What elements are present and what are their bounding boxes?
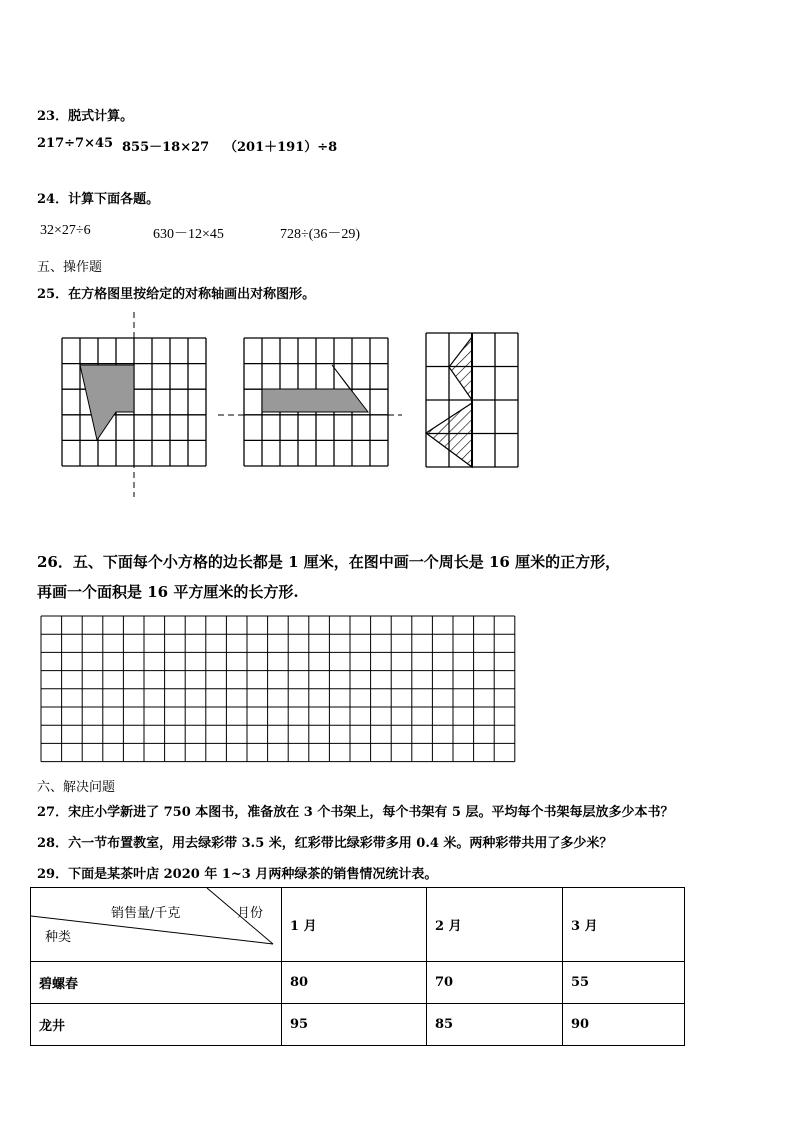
grid-figure-2 — [244, 338, 388, 466]
q23-label: 23．脱式计算。 — [37, 109, 134, 124]
q29-label: 29．下面是某茶叶店 2020 年 1~3 月两种绿茶的销售情况统计表。 — [37, 867, 438, 882]
hatched-triangle-1 — [449, 337, 472, 400]
q27-text: 27．宋庄小学新进了 750 本图书，准备放在 3 个书架上，每个书架有 5 层。平均每个书架每层放多少本书？ — [37, 805, 674, 820]
q23-expr-1: 217÷7×45 — [37, 136, 114, 151]
q26-line-2: 再画一个面积是 16 平方厘米的长方形. — [37, 583, 299, 601]
month-header-1: 1 月 — [282, 888, 427, 962]
q26-line-1: 26．五、下面每个小方格的边长都是 1 厘米，在图中画一个周长是 16 厘米的正方形， — [37, 553, 621, 571]
section-5-heading: 五、操作题 — [37, 260, 103, 275]
row-value: 70 — [427, 962, 563, 1004]
table-row — [31, 1004, 685, 1046]
shape-figure-1 — [80, 365, 134, 440]
sales-table — [30, 887, 685, 1046]
q28-text: 28．六一节布置教室，用去绿彩带 3.5 米，红彩带比绿彩带多用 0.4 米。两种彩带共用了多少米？ — [37, 836, 613, 851]
row-name: 碧螺春 — [31, 962, 282, 1004]
table-header-row — [31, 888, 685, 962]
row-value: 55 — [563, 962, 685, 1004]
month-header-3: 3 月 — [563, 888, 685, 962]
q24-expr-2: 630－12×45 — [153, 227, 224, 242]
header-sales-label: 销售量/千克 — [111, 906, 181, 921]
q26-grid — [41, 616, 515, 762]
section-6-heading: 六、解决问题 — [37, 780, 116, 795]
row-value: 95 — [282, 1004, 427, 1046]
q23-expr-2: 855－18×27 — [122, 140, 210, 155]
row-name: 龙井 — [31, 1004, 282, 1046]
q25-label: 25．在方格图里按给定的对称轴画出对称图形。 — [37, 287, 316, 302]
row-value: 85 — [427, 1004, 563, 1046]
header-month-label: 月份 — [237, 906, 264, 921]
table-row — [31, 962, 685, 1004]
q23-expr-3: （201＋191）÷8 — [224, 140, 338, 155]
row-value: 90 — [563, 1004, 685, 1046]
header-kind-label: 种类 — [45, 930, 72, 945]
diagonal-lines — [31, 888, 281, 962]
row-value: 80 — [282, 962, 427, 1004]
q24-expr-3: 728÷(36－29) — [280, 227, 361, 242]
month-header-2: 2 月 — [427, 888, 563, 962]
q24-label: 24．计算下面各题。 — [37, 192, 160, 207]
diagonal-header-cell — [31, 888, 282, 962]
q24-expr-1: 32×27÷6 — [40, 223, 91, 238]
